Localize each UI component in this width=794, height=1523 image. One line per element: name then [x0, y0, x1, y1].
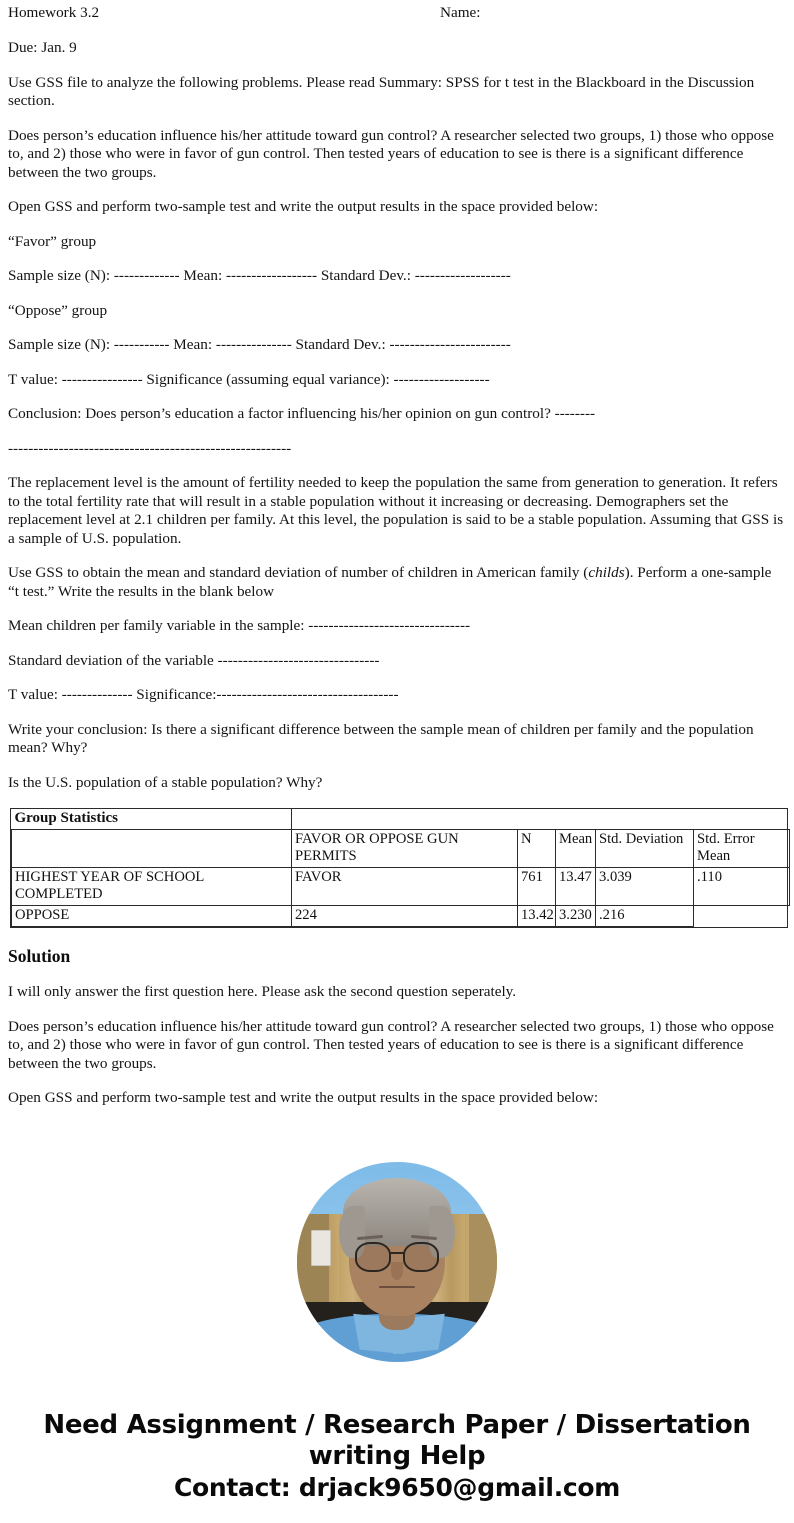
avatar-glasses-right-lens: [403, 1242, 439, 1272]
oppose-group-label: “Oppose” group: [8, 301, 108, 319]
instructions-paragraph: Use GSS file to analyze the following problems. Please read Summary: SPSS for t test in the Blackboard in the Discussion section.: [8, 73, 755, 109]
name-label: Name:: [440, 4, 481, 21]
avatar-block: [8, 1162, 786, 1362]
header-cell-group: FAVOR OR OPPOSE GUN PERMITS: [292, 830, 518, 868]
group-statistics-outer-border: [10, 808, 788, 928]
header-cell-mean: Mean: [556, 830, 596, 868]
table-header-row: [12, 830, 790, 868]
homework-title: Homework 3.2: [8, 4, 100, 21]
group-statistics-table: [11, 809, 790, 927]
childs-variable: childs: [588, 564, 625, 581]
stable-population-prompt: Is the U.S. population of a stable population? Why?: [8, 773, 323, 791]
footer-line-2: writing Help: [308, 1440, 486, 1471]
table-title-row: [12, 809, 790, 830]
group-statistics-table-wrapper: [8, 808, 786, 928]
solution-open-gss: Open GSS and perform two-sample test and write the output results in the space provided below:: [8, 1089, 599, 1106]
standard-deviation-blanks: Standard deviation of the variable --------------------------------: [8, 651, 380, 669]
avatar-wall-switch: [311, 1230, 331, 1266]
replacement-level-paragraph: The replacement level is the amount of fertility needed to keep the population the same from generation to generation. It refers to the total fertility rate that will result in a stable population without it increasing or decreasing. Demographers set the replacement level at 2.1 children per family. At this level, the population is said to be a stable population. Assuming that GSS is a sample of U.S. population.: [8, 474, 784, 547]
cell-group-oppose: OPPOSE: [12, 906, 292, 927]
avatar: [297, 1162, 497, 1362]
cell-sem-oppose: .216: [596, 906, 694, 927]
use-gss-paragraph: [8, 564, 786, 601]
header-cell-std-error-mean: Std. Error Mean: [694, 830, 790, 868]
table-row: [12, 868, 790, 906]
favor-group-blanks: Sample size (N): ------------- Mean: ------------------ Standard Dev.: -------------------: [8, 267, 511, 284]
table-title-cell: Group Statistics: [12, 809, 292, 830]
footer-contact-block: [8, 1410, 786, 1503]
avatar-glasses-left-lens: [355, 1242, 391, 1272]
cell-group-favor: FAVOR: [292, 868, 518, 906]
cell-sd-favor: 3.039: [596, 868, 694, 906]
header-cell-n: N: [518, 830, 556, 868]
footer-line-3: Contact: drjack9650@gmail.com: [173, 1472, 621, 1502]
question1-prompt: Does person’s education influence his/her attitude toward gun control? A researcher selected two groups, 1) those who oppose to, and 2) those who were in favor of gun control. Then tested years of education to see is there is a significant difference between the two groups.: [8, 126, 774, 181]
cell-sem-favor: .110: [694, 868, 790, 906]
cell-mean-oppose: 13.42: [518, 906, 556, 927]
mean-children-blanks: Mean children per family variable in the sample: --------------------------------: [8, 617, 471, 634]
header-cell-blank: [12, 830, 292, 868]
document-header: [8, 4, 786, 23]
cell-n-oppose: 224: [292, 906, 518, 927]
oppose-group-blanks: Sample size (N): ----------- Mean: --------------- Standard Dev.: ------------------------: [8, 336, 511, 353]
cell-empty-oppose: [694, 906, 790, 927]
table-row: [12, 906, 790, 927]
cell-variable-name: HIGHEST YEAR OF SCHOOL COMPLETED: [12, 868, 292, 906]
cell-mean-favor: 13.47: [556, 868, 596, 906]
solution-note: I will only answer the first question here. Please ask the second question seperately.: [8, 983, 517, 1000]
cell-n-favor: 761: [518, 868, 556, 906]
question1-open-gss: Open GSS and perform two-sample test and write the output results in the space provided below:: [8, 198, 599, 215]
solution-heading: Solution: [8, 946, 71, 966]
section-separator: --------------------------------------------------------: [8, 439, 292, 457]
avatar-glasses-bridge: [390, 1252, 404, 1254]
question1-conclusion-blanks: Conclusion: Does person’s education a factor influencing his/her opinion on gun control? --------: [8, 405, 596, 422]
question1-tvalue-blanks: T value: ---------------- Significance (assuming equal variance): -------------------: [8, 370, 490, 388]
use-gss-suffix: ). Perform a one-sample “t test.” Write the results in the blank below: [8, 564, 772, 600]
table-title-filler: [292, 809, 790, 830]
solution-prompt: Does person’s education influence his/her attitude toward gun control? A researcher selected two groups, 1) those who oppose to, and 2) those who were in favor of gun control. Then tested years of education to see is there is a significant difference between the two groups.: [8, 1017, 774, 1072]
avatar-wall-right-panel: [469, 1214, 497, 1310]
footer-line-1: Need Assignment / Research Paper / Dissertation: [43, 1409, 751, 1440]
write-conclusion-prompt: Write your conclusion: Is there a significant difference between the sample mean of children per family and the population mean? Why?: [8, 720, 754, 756]
use-gss-prefix: Use GSS to obtain the mean and standard deviation of number of children in American family (: [8, 564, 589, 581]
favor-group-label: “Favor” group: [8, 232, 97, 250]
cell-sd-oppose: 3.230: [556, 906, 596, 927]
avatar-nose: [391, 1262, 403, 1280]
header-cell-std-deviation: Std. Deviation: [596, 830, 694, 868]
due-date: Due: Jan. 9: [8, 39, 77, 56]
avatar-mouth: [379, 1286, 415, 1289]
question2-tvalue-blanks: T value: -------------- Significance:------------------------------------: [8, 686, 399, 703]
